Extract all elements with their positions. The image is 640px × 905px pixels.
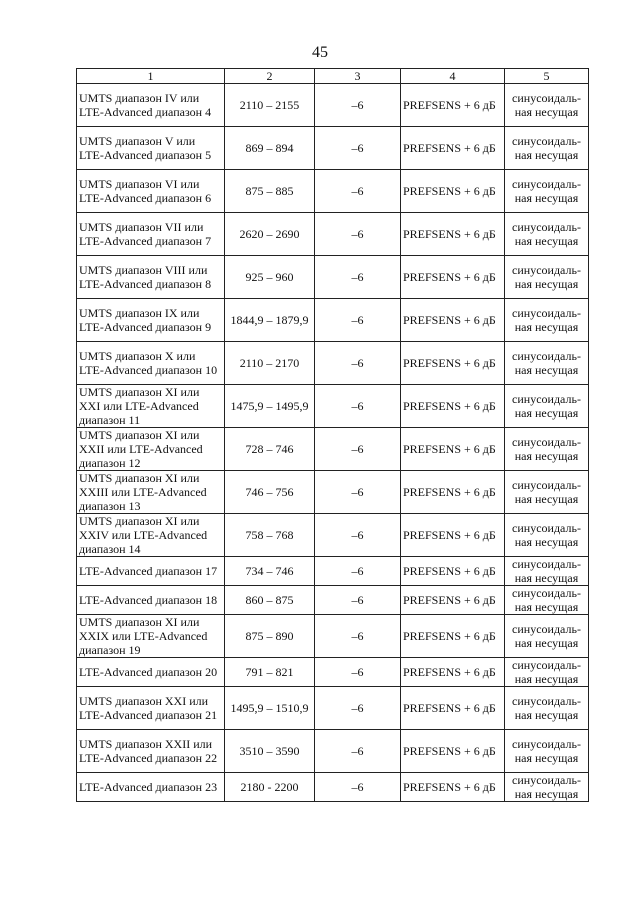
- frequency-cell: 2110 – 2170: [225, 342, 315, 385]
- table-row: [77, 428, 589, 471]
- frequency-cell: 2110 – 2155: [225, 84, 315, 127]
- table-row: [77, 170, 589, 213]
- band-cell: LTE-Advanced диапазон 23: [77, 773, 225, 802]
- band-cell: UMTS диапазон XXI или LTE-Advanced диапазон 21: [77, 687, 225, 730]
- band-cell: UMTS диапазон IX или LTE-Advanced диапазон 9: [77, 299, 225, 342]
- level-cell: –6: [315, 170, 401, 213]
- table-row: [77, 256, 589, 299]
- level-cell: –6: [315, 773, 401, 802]
- level-cell: –6: [315, 256, 401, 299]
- table-row: [77, 687, 589, 730]
- band-cell: UMTS диапазон XXII или LTE-Advanced диапазон 22: [77, 730, 225, 773]
- table-row: [77, 84, 589, 127]
- reference-cell: PREFSENS + 6 дБ: [401, 687, 505, 730]
- band-cell: UMTS диапазон VIII или LTE-Advanced диапазон 8: [77, 256, 225, 299]
- table-row: [77, 213, 589, 256]
- signal-type-cell: синусоидаль-ная несущая: [505, 299, 589, 342]
- frequency-cell: 3510 – 3590: [225, 730, 315, 773]
- signal-type-cell: синусоидаль-ная несущая: [505, 615, 589, 658]
- signal-type-cell: синусоидаль-ная несущая: [505, 213, 589, 256]
- signal-type-cell: синусоидаль-ная несущая: [505, 84, 589, 127]
- band-cell: UMTS диапазон V или LTE-Advanced диапазон 5: [77, 127, 225, 170]
- table-row: [77, 658, 589, 687]
- frequency-cell: 875 – 885: [225, 170, 315, 213]
- band-cell: UMTS диапазон XI или XXIII или LTE-Advanced диапазон 13: [77, 471, 225, 514]
- table-row: [77, 299, 589, 342]
- table-row: [77, 730, 589, 773]
- band-cell: UMTS диапазон XI или XXIV или LTE-Advanced диапазон 14: [77, 514, 225, 557]
- level-cell: –6: [315, 84, 401, 127]
- table-row: [77, 471, 589, 514]
- column-header-5: 5: [505, 69, 589, 84]
- frequency-cell: 1475,9 – 1495,9: [225, 385, 315, 428]
- band-cell: UMTS диапазон XI или XXII или LTE-Advanced диапазон 12: [77, 428, 225, 471]
- level-cell: –6: [315, 127, 401, 170]
- level-cell: –6: [315, 471, 401, 514]
- signal-type-cell: синусоидаль-ная несущая: [505, 514, 589, 557]
- frequency-cell: 1844,9 – 1879,9: [225, 299, 315, 342]
- reference-cell: PREFSENS + 6 дБ: [401, 342, 505, 385]
- reference-cell: PREFSENS + 6 дБ: [401, 471, 505, 514]
- frequency-cell: 728 – 746: [225, 428, 315, 471]
- reference-cell: PREFSENS + 6 дБ: [401, 299, 505, 342]
- reference-cell: PREFSENS + 6 дБ: [401, 84, 505, 127]
- reference-cell: PREFSENS + 6 дБ: [401, 586, 505, 615]
- signal-type-cell: синусоидаль-ная несущая: [505, 687, 589, 730]
- table-header-row: [77, 69, 589, 84]
- reference-cell: PREFSENS + 6 дБ: [401, 170, 505, 213]
- column-header-1: 1: [77, 69, 225, 84]
- reference-cell: PREFSENS + 6 дБ: [401, 615, 505, 658]
- reference-cell: PREFSENS + 6 дБ: [401, 730, 505, 773]
- table-row: [77, 127, 589, 170]
- frequency-cell: 2620 – 2690: [225, 213, 315, 256]
- band-specification-table: [76, 68, 589, 802]
- reference-cell: PREFSENS + 6 дБ: [401, 428, 505, 471]
- band-cell: LTE-Advanced диапазон 18: [77, 586, 225, 615]
- page-number: 45: [312, 44, 328, 61]
- table-row: [77, 342, 589, 385]
- reference-cell: PREFSENS + 6 дБ: [401, 658, 505, 687]
- table-row: [77, 773, 589, 802]
- frequency-cell: 925 – 960: [225, 256, 315, 299]
- column-header-4: 4: [401, 69, 505, 84]
- level-cell: –6: [315, 213, 401, 256]
- band-cell: UMTS диапазон VI или LTE-Advanced диапазон 6: [77, 170, 225, 213]
- level-cell: –6: [315, 385, 401, 428]
- band-cell: UMTS диапазон IV или LTE-Advanced диапазон 4: [77, 84, 225, 127]
- frequency-cell: 734 – 746: [225, 557, 315, 586]
- frequency-cell: 758 – 768: [225, 514, 315, 557]
- frequency-cell: 746 – 756: [225, 471, 315, 514]
- signal-type-cell: синусоидаль-ная несущая: [505, 342, 589, 385]
- level-cell: –6: [315, 299, 401, 342]
- signal-type-cell: синусоидаль-ная несущая: [505, 471, 589, 514]
- reference-cell: PREFSENS + 6 дБ: [401, 127, 505, 170]
- reference-cell: PREFSENS + 6 дБ: [401, 514, 505, 557]
- signal-type-cell: синусоидаль-ная несущая: [505, 557, 589, 586]
- signal-type-cell: синусоидаль-ная несущая: [505, 773, 589, 802]
- frequency-cell: 875 – 890: [225, 615, 315, 658]
- band-cell: UMTS диапазон VII или LTE-Advanced диапазон 7: [77, 213, 225, 256]
- reference-cell: PREFSENS + 6 дБ: [401, 557, 505, 586]
- signal-type-cell: синусоидаль-ная несущая: [505, 256, 589, 299]
- level-cell: –6: [315, 428, 401, 471]
- band-cell: LTE-Advanced диапазон 20: [77, 658, 225, 687]
- level-cell: –6: [315, 615, 401, 658]
- level-cell: –6: [315, 586, 401, 615]
- table-row: [77, 385, 589, 428]
- band-cell: UMTS диапазон XI или XXI или LTE-Advanced диапазон 11: [77, 385, 225, 428]
- level-cell: –6: [315, 514, 401, 557]
- table-row: [77, 557, 589, 586]
- column-header-3: 3: [315, 69, 401, 84]
- signal-type-cell: синусоидаль-ная несущая: [505, 385, 589, 428]
- band-cell: LTE-Advanced диапазон 17: [77, 557, 225, 586]
- signal-type-cell: синусоидаль-ная несущая: [505, 428, 589, 471]
- frequency-cell: 791 – 821: [225, 658, 315, 687]
- frequency-cell: 860 – 875: [225, 586, 315, 615]
- reference-cell: PREFSENS + 6 дБ: [401, 385, 505, 428]
- signal-type-cell: синусоидаль-ная несущая: [505, 586, 589, 615]
- frequency-cell: 1495,9 – 1510,9: [225, 687, 315, 730]
- level-cell: –6: [315, 557, 401, 586]
- signal-type-cell: синусоидаль-ная несущая: [505, 170, 589, 213]
- band-cell: UMTS диапазон XI или XXIX или LTE-Advanced диапазон 19: [77, 615, 225, 658]
- reference-cell: PREFSENS + 6 дБ: [401, 213, 505, 256]
- frequency-cell: 869 – 894: [225, 127, 315, 170]
- column-header-2: 2: [225, 69, 315, 84]
- reference-cell: PREFSENS + 6 дБ: [401, 773, 505, 802]
- reference-cell: PREFSENS + 6 дБ: [401, 256, 505, 299]
- signal-type-cell: синусоидаль-ная несущая: [505, 730, 589, 773]
- signal-type-cell: синусоидаль-ная несущая: [505, 658, 589, 687]
- level-cell: –6: [315, 687, 401, 730]
- level-cell: –6: [315, 342, 401, 385]
- level-cell: –6: [315, 658, 401, 687]
- table-row: [77, 514, 589, 557]
- table-row: [77, 586, 589, 615]
- signal-type-cell: синусоидаль-ная несущая: [505, 127, 589, 170]
- band-cell: UMTS диапазон X или LTE-Advanced диапазон 10: [77, 342, 225, 385]
- level-cell: –6: [315, 730, 401, 773]
- table-row: [77, 615, 589, 658]
- frequency-cell: 2180 - 2200: [225, 773, 315, 802]
